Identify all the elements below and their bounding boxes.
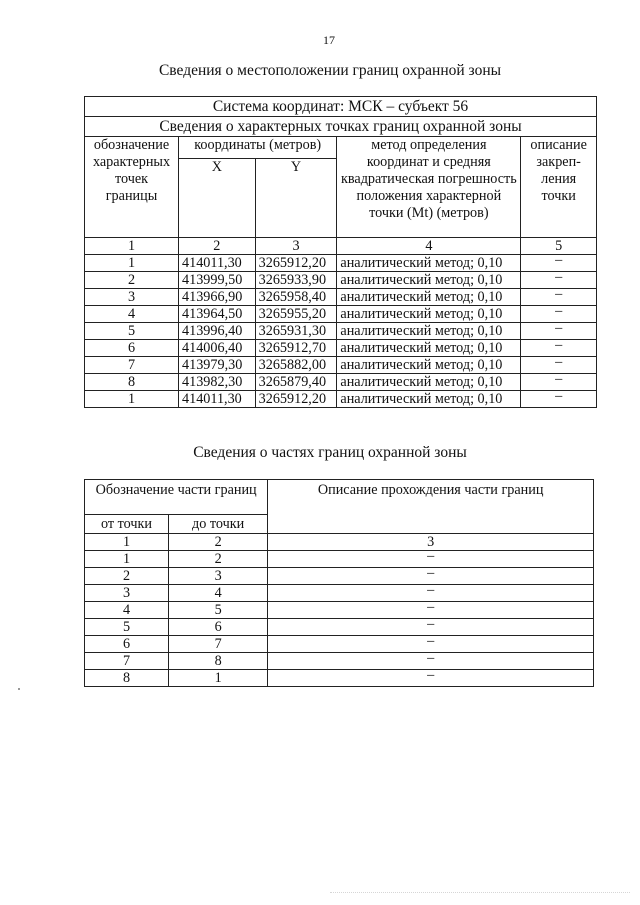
table-row <box>85 619 594 636</box>
point-id: 8 <box>85 374 179 391</box>
x-coordinate: 413966,90 <box>179 289 256 306</box>
section-title-coordinates: Сведения о местоположении границ охранной зоны <box>158 62 502 79</box>
column-number: 1 <box>85 534 169 551</box>
to-point: 1 <box>168 670 267 687</box>
from-point: 5 <box>85 619 169 636</box>
y-coordinate: 3265879,40 <box>255 374 337 391</box>
column-number: 2 <box>168 534 267 551</box>
y-coordinate: 3265882,00 <box>255 357 337 374</box>
header-to-point: до точки <box>168 515 267 534</box>
y-coordinate: 3265955,20 <box>255 306 337 323</box>
point-id: 6 <box>85 340 179 357</box>
point-id: 5 <box>85 323 179 340</box>
to-point: 3 <box>168 568 267 585</box>
coordinates-table <box>84 96 597 408</box>
method-value: аналитический метод; 0,10 <box>337 255 521 272</box>
y-coordinate: 3265958,40 <box>255 289 337 306</box>
table-row <box>85 653 594 670</box>
y-coordinate: 3265912,20 <box>255 391 337 408</box>
column-number: 3 <box>268 534 594 551</box>
from-point: 6 <box>85 636 169 653</box>
table-row <box>85 255 597 272</box>
y-coordinate: 3265912,70 <box>255 340 337 357</box>
x-coordinate: 413982,30 <box>179 374 256 391</box>
column-number: 3 <box>255 238 337 255</box>
x-coordinate: 413999,50 <box>179 272 256 289</box>
from-point: 1 <box>85 551 169 568</box>
method-value: аналитический метод; 0,10 <box>337 357 521 374</box>
dash-mark: – <box>555 320 563 336</box>
point-id: 1 <box>85 255 179 272</box>
method-value: аналитический метод; 0,10 <box>337 391 521 408</box>
method-value: аналитический метод; 0,10 <box>337 340 521 357</box>
header-part-designation: Обозначение части границ <box>85 480 268 515</box>
column-number: 4 <box>337 238 521 255</box>
dash-mark: – <box>555 252 563 268</box>
dash-mark: – <box>427 633 435 649</box>
boundary-parts-table <box>84 479 594 687</box>
from-point: 4 <box>85 602 169 619</box>
header-fixation-description: описание закреп-ления точки <box>521 137 597 238</box>
point-id: 4 <box>85 306 179 323</box>
method-value: аналитический метод; 0,10 <box>337 306 521 323</box>
dash-mark: – <box>555 269 563 285</box>
y-coordinate: 3265933,90 <box>255 272 337 289</box>
to-point: 7 <box>168 636 267 653</box>
from-point: 2 <box>85 568 169 585</box>
coordinate-system-row: Система координат: МСК – субъект 56 <box>85 97 597 117</box>
table-row <box>85 602 594 619</box>
dash-mark: – <box>555 303 563 319</box>
table-row <box>85 323 597 340</box>
x-coordinate: 414011,30 <box>179 391 256 408</box>
point-id: 1 <box>85 391 179 408</box>
characteristic-points-row: Сведения о характерных точках границ охранной зоны <box>85 117 597 137</box>
dash-mark: – <box>427 616 435 632</box>
header-point-designation: обозначение характерных точек границы <box>85 137 179 238</box>
section-title-parts: Сведения о частях границ охранной зоны <box>193 444 467 461</box>
table-row <box>85 636 594 653</box>
x-coordinate: 413964,50 <box>179 306 256 323</box>
scan-artifact <box>18 688 20 690</box>
from-point: 7 <box>85 653 169 670</box>
point-id: 3 <box>85 289 179 306</box>
table-row <box>85 340 597 357</box>
to-point: 2 <box>168 551 267 568</box>
dash-mark: – <box>427 548 435 564</box>
dash-mark: – <box>555 337 563 353</box>
to-point: 8 <box>168 653 267 670</box>
point-id: 2 <box>85 272 179 289</box>
fixation-description <box>521 388 597 408</box>
header-method: метод определения координат и средняя квадратическая погрешность положения характерной точки (Mt) (метров) <box>337 137 521 238</box>
column-number: 2 <box>179 238 256 255</box>
table-row <box>85 272 597 289</box>
table-row <box>85 551 594 568</box>
x-coordinate: 414006,40 <box>179 340 256 357</box>
method-value: аналитический метод; 0,10 <box>337 289 521 306</box>
point-id: 7 <box>85 357 179 374</box>
table-row <box>85 391 597 408</box>
to-point: 4 <box>168 585 267 602</box>
to-point: 5 <box>168 602 267 619</box>
header-x: X <box>179 158 256 237</box>
dash-mark: – <box>555 388 563 404</box>
x-coordinate: 413979,30 <box>179 357 256 374</box>
method-value: аналитический метод; 0,10 <box>337 272 521 289</box>
y-coordinate: 3265931,30 <box>255 323 337 340</box>
scan-footer-artifact <box>330 892 630 899</box>
from-point: 3 <box>85 585 169 602</box>
dash-mark: – <box>427 650 435 666</box>
dash-mark: – <box>555 371 563 387</box>
table-row <box>85 357 597 374</box>
dash-mark: – <box>555 286 563 302</box>
part-description <box>268 667 594 687</box>
table-row <box>85 670 594 687</box>
dash-mark: – <box>555 354 563 370</box>
column-number: 1 <box>85 238 179 255</box>
table-row <box>85 289 597 306</box>
from-point: 8 <box>85 670 169 687</box>
to-point: 6 <box>168 619 267 636</box>
table-row <box>85 568 594 585</box>
dash-mark: – <box>427 582 435 598</box>
table-row <box>85 585 594 602</box>
table-row <box>85 306 597 323</box>
y-coordinate: 3265912,20 <box>255 255 337 272</box>
dash-mark: – <box>427 667 435 683</box>
page-number: 17 <box>323 33 335 47</box>
header-y: Y <box>255 158 337 237</box>
x-coordinate: 413996,40 <box>179 323 256 340</box>
header-from-point: от точки <box>85 515 169 534</box>
method-value: аналитический метод; 0,10 <box>337 323 521 340</box>
header-coordinates: координаты (метров) <box>179 137 337 159</box>
method-value: аналитический метод; 0,10 <box>337 374 521 391</box>
dash-mark: – <box>427 599 435 615</box>
dash-mark: – <box>427 565 435 581</box>
header-part-description: Описание прохождения части границ <box>268 480 594 534</box>
column-number: 5 <box>521 238 597 255</box>
x-coordinate: 414011,30 <box>179 255 256 272</box>
table-row <box>85 374 597 391</box>
